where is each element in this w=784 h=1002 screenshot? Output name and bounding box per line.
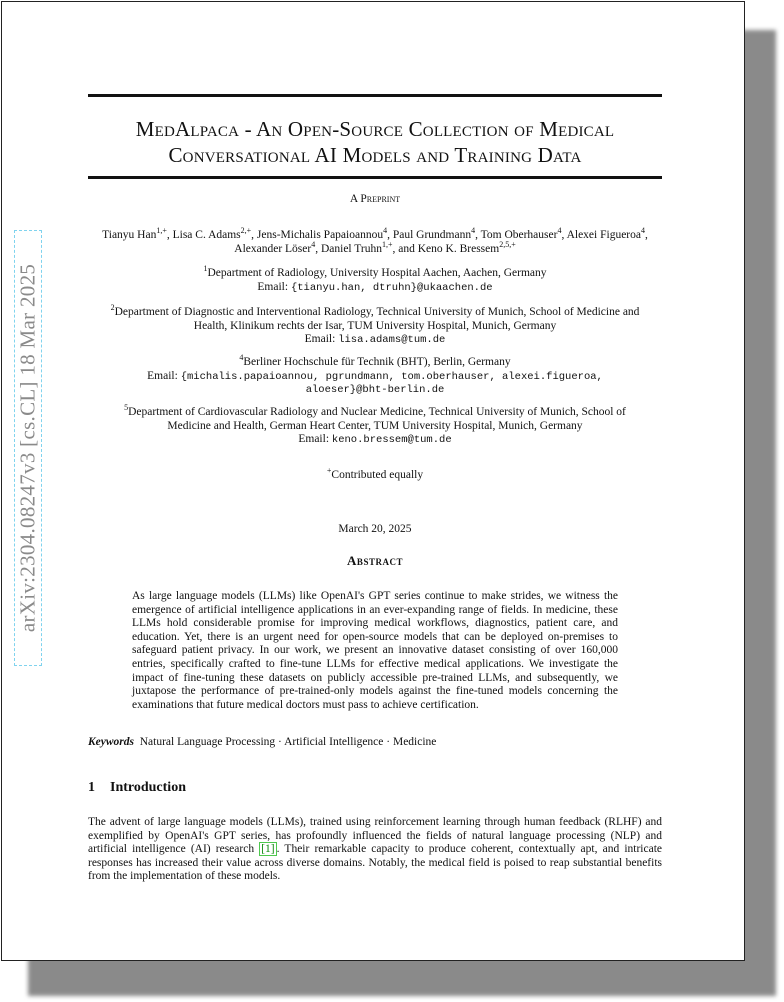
author-sup: 1,+ xyxy=(382,239,393,249)
paper-title xyxy=(88,116,662,168)
affiliation-sup: 2 xyxy=(110,303,115,313)
email-label: Email: xyxy=(257,280,289,293)
author-sup: 1,+ xyxy=(156,226,167,236)
email-address-continued: aloeser}@bht-berlin.de xyxy=(305,384,445,396)
keywords-label: Keywords xyxy=(88,736,134,748)
email-label: Email: xyxy=(298,433,330,445)
affiliation-2 xyxy=(88,303,662,348)
author: Tom Oberhauser xyxy=(480,229,558,241)
email-address: {tianyu.han, dtruhn}@ukaachen.de xyxy=(290,281,493,294)
affiliation-text: Department of Cardiovascular Radiology and Nuclear Medicine, Technical University of Munich, School of xyxy=(128,406,626,418)
paper-page xyxy=(1,1,745,961)
affiliation-sup: 4 xyxy=(239,353,244,363)
section-number: 1 xyxy=(88,780,95,795)
title-line-1: MedAlpaca - An Open-Source Collection of Medical xyxy=(135,117,615,141)
affiliation-text: Medicine and Health, German Heart Center, TUM University Hospital, Munich, Germany xyxy=(167,419,583,432)
author-sup: 4 xyxy=(383,226,388,236)
author: Lisa C. Adams xyxy=(172,229,241,241)
affiliation-text: Health, Klinikum rechts der Isar, TUM University Hospital, Munich, Germany xyxy=(193,319,557,332)
citation-link[interactable]: [1] xyxy=(261,843,275,855)
author-list: Tianyu Han$^{1,+}$, Lisa C. Adams$^{2,+}$, Jens-Michalis Papaioannou$^4$, Paul Grundmann$^4$, Tom Oberhauser$^4$, Alexei Figueroa$^4$, Alexander Löser$^4$, Daniel Truhn$^{1,+}$, and Keno K. Bressem$^{2,5,+}$ xyxy=(102,226,648,255)
title-bottom-rule xyxy=(88,176,662,179)
author: Alexei Figueroa xyxy=(566,229,641,241)
intro-text: The advent of large language models (LLMs), trained using reinforcement learning through human feedback (RLHF) and exemplified by OpenAI's GPT series, has profoundly influenced the fields of natural language processing (NLP) and artificial intelligence (AI) research xyxy=(88,816,662,855)
intro-paragraph xyxy=(88,816,662,884)
email-address: lisa.adams@tum.de xyxy=(338,334,446,346)
arxiv-stamp-link[interactable] xyxy=(14,230,42,666)
intro-text: . Their remarkable capacity to produce coherent, contextually apt, and intricate responses has increased their value across diverse domains. Notably, the medical field is poised to reap substantial benefits from the implementation of these models. xyxy=(88,843,662,882)
affiliation-sup: 5 xyxy=(124,403,129,413)
section-title: Introduction xyxy=(110,780,186,795)
author-sup: 2,+ xyxy=(240,226,252,236)
title-top-rule xyxy=(88,94,662,97)
affiliation-5 xyxy=(88,403,662,448)
author: Jens-Michalis Papaioannou xyxy=(256,229,384,241)
section-heading xyxy=(88,780,186,796)
author-sup: 4 xyxy=(557,226,562,236)
paper-date: March 20, 2025 xyxy=(338,523,412,535)
affiliation-text: Berliner Hochschule für Technik (BHT), Berlin, Germany xyxy=(243,356,511,368)
abstract-heading: Abstract xyxy=(347,553,403,568)
author-sup: 4 xyxy=(311,239,316,249)
affiliation-1 xyxy=(88,264,662,295)
affiliation-text: Department of Radiology, University Hospital Aachen, Aachen, Germany xyxy=(207,267,547,279)
email-address: keno.bressem@tum.de xyxy=(331,434,452,446)
contribution-note xyxy=(88,466,662,483)
author: Paul Grundmann xyxy=(392,229,472,241)
keywords-line xyxy=(88,736,662,748)
author-sup: 2,5,+ xyxy=(499,239,516,249)
contribution-text: Contributed equally xyxy=(331,469,424,481)
author: Daniel Truhn xyxy=(320,242,382,255)
abstract-text: As large language models (LLMs) like OpenAI's GPT series continue to make strides, we witness the emergence of artificial intelligence applications in an ever-expanding range of fields. In medicine, these LLMs hold considerable promise for improving medical workflows, diagnostics, patient care, and education. Yet, there is an urgent need for open-source models that can be deployed on-premises to safeguard patient privacy. In our work, we present an innovative dataset consisting of over 160,000 entries, specifically crafted to fine-tune LLMs for effective medical applications. We investigate the impact of fine-tuning these datasets on publicly accessible pre-trained LLMs, and subsequently, we juxtapose the performance of pre-trained-only models against the fine-tuned models concerning the examinations that future medical doctors must pass to achieve certification. xyxy=(132,590,618,711)
author-sup: 4 xyxy=(471,226,476,236)
title-line-2: Conversational AI Models and Training Data xyxy=(168,143,582,167)
preprint-label: A Preprint xyxy=(349,193,401,205)
affiliation-4 xyxy=(88,353,662,398)
author: Keno K. Bressem xyxy=(417,242,500,255)
affiliation-text: Department of Diagnostic and Interventional Radiology, Technical University of Munich, School of Medicine and xyxy=(114,306,640,318)
email-label: Email: xyxy=(304,333,336,345)
author-sup: 4 xyxy=(641,226,645,236)
affiliation-sup: 1 xyxy=(203,264,208,274)
author: Alexander Löser xyxy=(234,242,312,255)
keywords-text: Natural Language Processing · Artificial Intelligence · Medicine xyxy=(139,736,437,748)
email-label: Email: xyxy=(147,369,178,382)
email-address: {michalis.papaioannou, pgrundmann, tom.oberhauser, alexei.figueroa, xyxy=(180,370,603,383)
contribution-sup: + xyxy=(326,466,332,476)
author: Tianyu Han xyxy=(102,229,157,241)
arxiv-stamp-text: arXiv:2304.08247v3 [cs.CL] 18 Mar 2025 xyxy=(15,263,40,633)
